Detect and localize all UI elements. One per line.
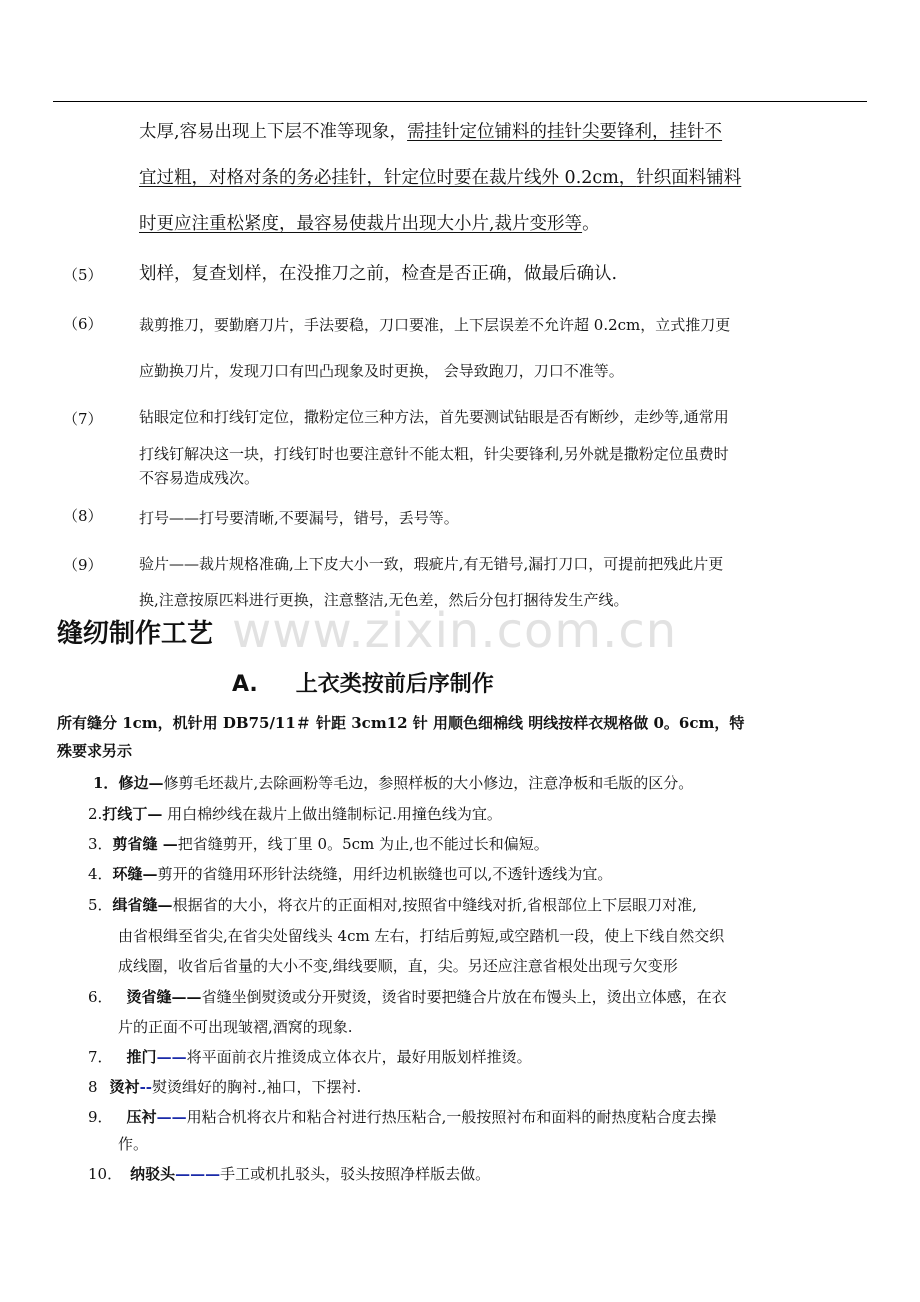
step-text: 打号——打号要清晰,不要漏号，错号，丢号等。 (139, 509, 459, 527)
list-item-continued: 由省根缉至省尖,在省尖处留线头 4cm 左右，打结后剪短,或空踏机一段，使上下线自然交织 (118, 927, 725, 945)
step-text: 钻眼定位和打线钉定位，撒粉定位三种方法，首先要测试钻眼是否有断纱，走纱等,通常用 (139, 408, 729, 426)
list-item: 3．剪省缝 —把省缝剪开，线丁里 0。5cm 为止,也不能过长和偏短。 (88, 835, 549, 853)
list-item: 10． 纳驳头———手工或机扎驳头，驳头按照净样版去做。 (88, 1165, 491, 1183)
list-item-continued: 片的正面不可出现皱褶,酒窝的现象. (118, 1018, 353, 1036)
list-item: 2.打线丁— 用白棉纱线在裁片上做出缝制标记.用撞色线为宜。 (88, 805, 502, 823)
paragraph-line: 宜过粗，对格对条的务必挂针，针定位时要在裁片线外 0.2cm，针织面料铺料 (139, 168, 742, 188)
intro-line: 殊要求另示 (57, 742, 133, 760)
list-item: 1．修边—修剪毛坯裁片,去除画粉等毛边，参照样板的大小修边，注意净板和毛版的区分。 (93, 774, 694, 792)
list-item: 5．缉省缝—根据省的大小，将衣片的正面相对,按照省中缝线对折,省根部位上下层眼刀对准, (88, 896, 697, 914)
step-text: 换,注意按原匹料进行更换，注意整洁,无色差，然后分包打捆待发生产线。 (139, 591, 629, 609)
watermark: www.zixin.com.cn (232, 603, 678, 659)
step-text: 不容易造成残次。 (139, 469, 260, 487)
step-number: （7） (63, 410, 103, 428)
step-text: 应勤换刀片，发现刀口有凹凸现象及时更换， 会导致跑刀，刀口不准等。 (139, 362, 624, 380)
step-number: （5） (63, 266, 103, 284)
paragraph-line: 太厚,容易出现上下层不准等现象，需挂针定位铺料的挂针尖要锋利，挂针不 (139, 122, 723, 142)
list-item: 6． 烫省缝——省缝坐倒熨烫或分开熨烫，烫省时要把缝合片放在布馒头上，烫出立体感，在衣 (88, 988, 727, 1006)
step-text: 划样，复查划样，在没推刀之前，检查是否正确，做最后确认. (139, 264, 618, 284)
step-number: （8） (63, 507, 103, 525)
list-item: 9． 压衬——用粘合机将衣片和粘合衬进行热压粘合,一般按照衬布和面料的耐热度粘合度去操 (88, 1108, 717, 1126)
header-rule (53, 101, 867, 102)
paragraph-line: 时更应注重松紧度，最容易使裁片出现大小片,裁片变形等。 (139, 214, 600, 234)
step-text: 验片——裁片规格准确,上下皮大小一致，瑕疵片,有无错号,漏打刀口，可提前把残此片更 (139, 555, 724, 573)
section-title: 缝纫制作工艺 (57, 619, 214, 649)
list-item: 7． 推门——将平面前衣片推烫成立体衣片，最好用版划样推烫。 (88, 1048, 532, 1066)
list-item: 8 烫衬--熨烫缉好的胸衬.,袖口，下摆衬. (88, 1078, 362, 1096)
step-text: 裁剪推刀，要勤磨刀片，手法要稳，刀口要准，上下层误差不允许超 0.2cm，立式推刀更 (139, 316, 731, 334)
list-item-continued: 作。 (118, 1135, 149, 1153)
step-text: 打线钉解决这一块，打线钉时也要注意针不能太粗，针尖要锋利,另外就是撒粉定位虽费时 (139, 445, 729, 463)
intro-line: 所有缝分 1cm，机针用 DB75/11＃ 针距 3cm12 针 用顺色细棉线 明线按样衣规格做 0。6cm，特 (57, 714, 745, 732)
list-item-continued: 成线圈，收省后省量的大小不变,缉线要顺，直，尖。另还应注意省根处出现亏欠变形 (118, 957, 678, 975)
step-number: （6） (63, 315, 103, 333)
step-number: （9） (63, 556, 103, 574)
list-item: 4．环缝—剪开的省缝用环形针法绕缝，用纤边机嵌缝也可以,不透针透线为宜。 (88, 865, 613, 883)
subsection-title: A. 上衣类按前后序制作 (232, 672, 494, 697)
